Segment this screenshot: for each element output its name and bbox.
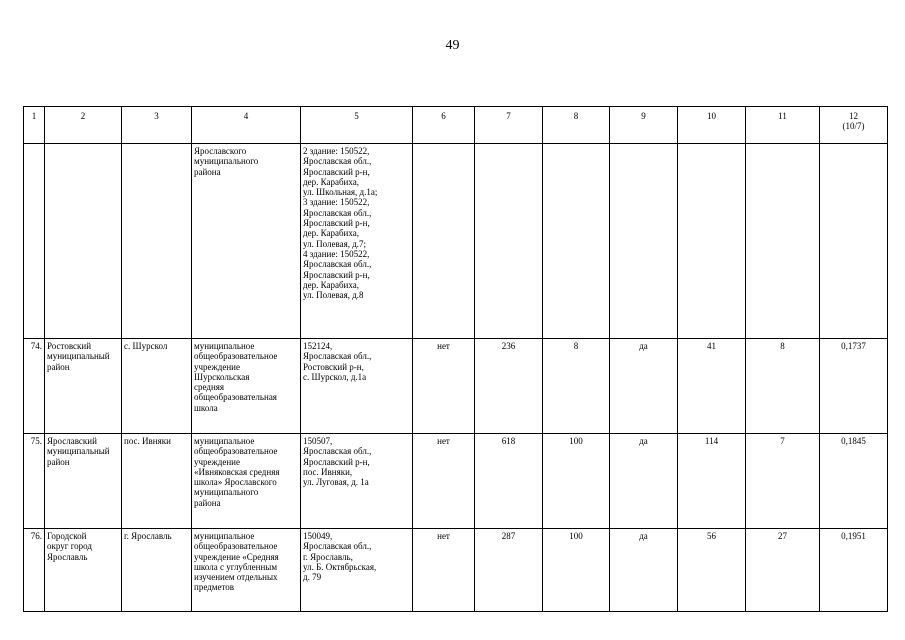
header-cell: 6 xyxy=(413,107,475,144)
data-table xyxy=(23,106,888,612)
value-cell-12: 0,1845 xyxy=(820,434,888,529)
header-cell: 1 xyxy=(24,107,45,144)
institution-cell: муниципальное общеобразовательное учреждение «Ивняковская средняя школа» Ярославского муниципального района xyxy=(192,434,301,529)
table-cell xyxy=(820,144,888,339)
table-row xyxy=(24,434,888,529)
value-cell-9: да xyxy=(610,339,678,434)
value-cell-8: 8 xyxy=(543,339,610,434)
header-cell: 3 xyxy=(122,107,192,144)
table-cell xyxy=(24,144,45,339)
table-cell xyxy=(610,144,678,339)
address-cell: 150507, Ярославская обл., Ярославский р-н, пос. Ивняки, ул. Луговая, д. 1а xyxy=(301,434,413,529)
header-cell: 12 (10/7) xyxy=(820,107,888,144)
locality-cell: г. Ярославль xyxy=(122,529,192,612)
value-cell-11: 7 xyxy=(746,434,820,529)
district-cell: Городской округ город Ярославль xyxy=(45,529,122,612)
row-number: 75. xyxy=(24,434,45,529)
address-cell: 150049, Ярославская обл., г. Ярославль, ул. Б. Октябрьская, д. 79 xyxy=(301,529,413,612)
value-cell-8: 100 xyxy=(543,529,610,612)
header-cell: 5 xyxy=(301,107,413,144)
value-cell-8: 100 xyxy=(543,434,610,529)
table-row xyxy=(24,529,888,612)
value-cell-12: 0,1737 xyxy=(820,339,888,434)
institution-cell: Ярославского муниципального района xyxy=(192,144,301,339)
value-cell-9: да xyxy=(610,529,678,612)
table-row-continuation xyxy=(24,144,888,339)
table-cell xyxy=(45,144,122,339)
header-cell: 7 xyxy=(475,107,543,144)
header-cell: 2 xyxy=(45,107,122,144)
value-cell-11: 8 xyxy=(746,339,820,434)
table-row xyxy=(24,339,888,434)
table-header-row xyxy=(24,107,888,144)
table-cell xyxy=(543,144,610,339)
address-cell: 152124, Ярославская обл., Ростовский р-н, с. Шурскол, д.1а xyxy=(301,339,413,434)
value-cell-7: 287 xyxy=(475,529,543,612)
row-number: 76. xyxy=(24,529,45,612)
value-cell-7: 236 xyxy=(475,339,543,434)
institution-cell: муниципальное общеобразовательное учреждение «Средняя школа с углубленным изучением отдельных предметов xyxy=(192,529,301,612)
value-cell-10: 114 xyxy=(678,434,746,529)
value-cell-6: нет xyxy=(413,434,475,529)
page-number: 49 xyxy=(445,38,460,53)
institution-cell: муниципальное общеобразовательное учреждение Шурскольская средняя общеобразовательная школа xyxy=(192,339,301,434)
value-cell-9: да xyxy=(610,434,678,529)
table-cell xyxy=(746,144,820,339)
value-cell-6: нет xyxy=(413,339,475,434)
header-cell: 11 xyxy=(746,107,820,144)
header-cell: 4 xyxy=(192,107,301,144)
value-cell-10: 41 xyxy=(678,339,746,434)
value-cell-6: нет xyxy=(413,529,475,612)
table-cell xyxy=(413,144,475,339)
value-cell-7: 618 xyxy=(475,434,543,529)
header-cell: 8 xyxy=(543,107,610,144)
value-cell-12: 0,1951 xyxy=(820,529,888,612)
locality-cell: пос. Ивняки xyxy=(122,434,192,529)
district-cell: Ростовский муниципальный район xyxy=(45,339,122,434)
header-cell: 10 xyxy=(678,107,746,144)
value-cell-10: 56 xyxy=(678,529,746,612)
value-cell-11: 27 xyxy=(746,529,820,612)
table-cell xyxy=(122,144,192,339)
header-cell: 9 xyxy=(610,107,678,144)
row-number: 74. xyxy=(24,339,45,434)
address-cell: 2 здание: 150522, Ярославская обл., Ярославский р-н, дер. Карабиха, ул. Школьная, д.1а; 3 здание: 150522, Ярославская обл., Ярославский р-н, дер. Карабиха, ул. Полевая, д.7; 4 здание: 150522, Ярославская обл., Ярославский р-н, дер. Карабиха, ул. Полевая, д.8 xyxy=(301,144,413,339)
table-cell xyxy=(678,144,746,339)
table-cell xyxy=(475,144,543,339)
district-cell: Ярославский муниципальный район xyxy=(45,434,122,529)
locality-cell: с. Шурскол xyxy=(122,339,192,434)
